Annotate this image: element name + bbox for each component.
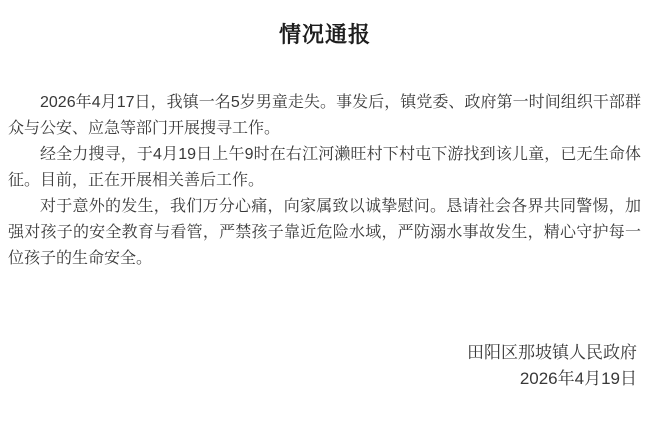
- notice-document: [0, 21, 650, 427]
- notice-paragraph-2: 经全力搜寻，于4月19日上午9时在右江河濑旺村下村屯下游找到该儿童，已无生命体征。目前，正在开展相关善后工作。: [8, 146, 641, 189]
- issue-date: 2026年4月19日: [519, 369, 637, 388]
- notice-title: 情况通报: [278, 22, 371, 47]
- notice-body: [0, 90, 650, 272]
- signature-block: [0, 340, 650, 392]
- notice-paragraph-3: 对于意外的发生，我们万分心痛，向家属致以诚挚慰问。恳请社会各界共同警惕，加强对孩子的安全教育与看管，严禁孩子靠近危险水域，严防溺水事故发生，精心守护每一位孩子的生命安全。: [8, 198, 641, 267]
- issuer-name: 田阳区那坡镇人民政府: [467, 343, 637, 362]
- notice-paragraph-1: 2026年4月17日，我镇一名5岁男童走失。事发后，镇党委、政府第一时间组织干部群众与公安、应急等部门开展搜寻工作。: [8, 94, 641, 137]
